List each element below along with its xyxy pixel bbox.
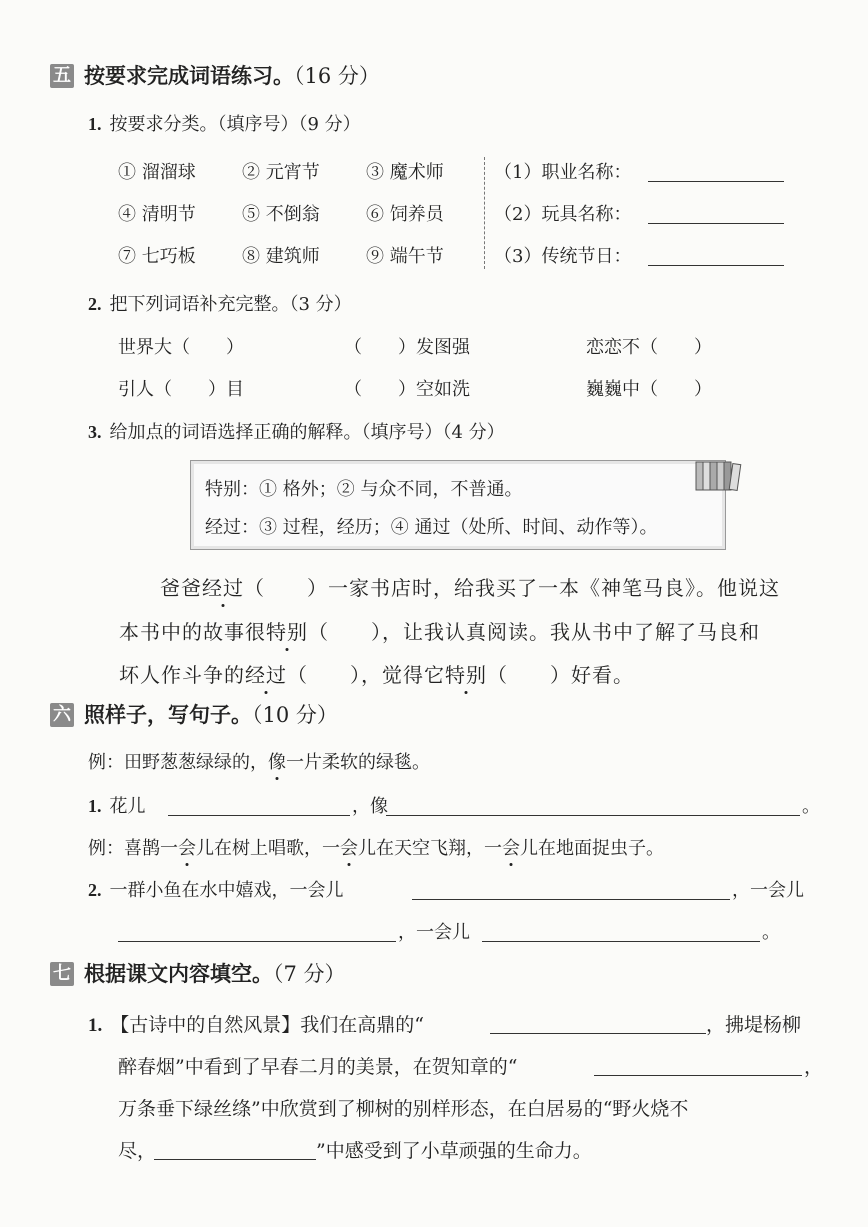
section-six-number: 六 bbox=[50, 703, 74, 727]
answer-line[interactable] bbox=[648, 265, 784, 266]
dotted-word-yihuier: 一会儿 bbox=[322, 838, 376, 859]
question-number: 1. bbox=[88, 114, 102, 134]
word-item: ⑨ 端午节 bbox=[366, 246, 444, 267]
definition-box bbox=[190, 460, 726, 550]
section-six-title bbox=[84, 699, 338, 729]
passage-line-1 bbox=[160, 572, 780, 601]
question-text: 醉春烟”中看到了早春二月的美景，在贺知章的“ bbox=[118, 1056, 518, 1078]
question-text: 。 bbox=[762, 922, 780, 943]
dotted-word-yihuier: 一会儿 bbox=[484, 838, 538, 859]
question-number: 1. bbox=[88, 1015, 103, 1036]
section-six-title-text: 照样子，写句子。 bbox=[84, 703, 252, 727]
passage-text: （ ），让我认真阅读。我从书中了解了马良和 bbox=[308, 620, 760, 644]
dotted-word-jingguo: 经过 bbox=[245, 663, 287, 687]
question-number: 2. bbox=[88, 294, 102, 314]
dotted-word-xiang: 像 bbox=[268, 752, 286, 773]
dotted-word-tebie: 特别 bbox=[266, 620, 308, 644]
answer-line[interactable] bbox=[648, 181, 784, 182]
section-five-title bbox=[84, 60, 380, 90]
example-text: 在树上唱歌， bbox=[214, 838, 322, 859]
example-text: 在天空飞翔， bbox=[376, 838, 484, 859]
dotted-word-tebie: 特别 bbox=[445, 663, 487, 687]
column-divider bbox=[484, 157, 485, 269]
word-item: ④ 清明节 bbox=[118, 204, 196, 225]
answer-line[interactable] bbox=[118, 941, 396, 942]
question-text: 按要求分类。（填序号）（9 分） bbox=[109, 114, 361, 135]
idiom-blank[interactable]: 世界大（ ） bbox=[118, 337, 244, 358]
word-item: ⑧ 建筑师 bbox=[242, 246, 320, 267]
section-five-score: （16 分） bbox=[294, 64, 380, 88]
question-text: ”中感受到了小草顽强的生命力。 bbox=[316, 1140, 592, 1162]
category-label: （2）玩具名称： bbox=[494, 204, 632, 225]
passage-line-2 bbox=[119, 616, 760, 645]
example-2 bbox=[88, 834, 664, 860]
passage-line-3 bbox=[119, 659, 634, 688]
section-seven-score: （7 分） bbox=[273, 962, 346, 986]
idiom-blank[interactable]: 恋恋不（ ） bbox=[586, 337, 712, 358]
word-item: ⑤ 不倒翁 bbox=[242, 204, 320, 225]
question-number: 3. bbox=[88, 422, 102, 442]
category-label: （1）职业名称： bbox=[494, 162, 632, 183]
question-number: 1. bbox=[88, 796, 102, 816]
word-item: ② 元宵节 bbox=[242, 162, 320, 183]
question-text: 。 bbox=[802, 796, 820, 817]
dotted-word-yihuier: 一会儿 bbox=[160, 838, 214, 859]
question-text: 万条垂下绿丝绦”中欣赏到了柳树的别样形态，在白居易的“野火烧不 bbox=[118, 1098, 689, 1120]
example-1 bbox=[88, 748, 430, 774]
definition-special: 特别：① 格外；② 与众不同，不普通。 bbox=[205, 479, 523, 500]
section-seven-title-text: 根据课文内容填空。 bbox=[84, 962, 273, 986]
answer-line[interactable] bbox=[154, 1159, 316, 1160]
section-seven-title bbox=[84, 958, 346, 988]
idiom-blank[interactable]: （ ）发图强 bbox=[344, 337, 470, 358]
passage-text: 本书中的故事很 bbox=[119, 620, 266, 644]
answer-line[interactable] bbox=[168, 815, 350, 816]
question-5-1 bbox=[88, 110, 361, 136]
passage-text: 坏人作斗争的 bbox=[119, 663, 245, 687]
passage-text: （ ），觉得它 bbox=[287, 663, 445, 687]
passage-text: （ ）好看。 bbox=[487, 663, 634, 687]
section-five-title-text: 按要求完成词语练习。 bbox=[84, 64, 294, 88]
idiom-blank[interactable]: （ ）空如洗 bbox=[344, 379, 470, 400]
word-item: ⑥ 饲养员 bbox=[366, 204, 444, 225]
question-7-1 bbox=[88, 1010, 424, 1037]
answer-line[interactable] bbox=[386, 815, 800, 816]
word-item: ① 溜溜球 bbox=[118, 162, 196, 183]
answer-line[interactable] bbox=[490, 1033, 706, 1034]
idiom-blank[interactable]: 巍巍中（ ） bbox=[586, 379, 712, 400]
question-5-3 bbox=[88, 418, 505, 444]
category-label: （3）传统节日： bbox=[494, 246, 632, 267]
question-text: ，一会儿 bbox=[732, 880, 804, 901]
example-text: 例：喜鹊 bbox=[88, 838, 160, 859]
question-text: ，一会儿 bbox=[398, 922, 470, 943]
passage-text: （ ）一家书店时，给我买了一本《神笔马良》。他说这 bbox=[244, 576, 780, 600]
question-6-2 bbox=[88, 876, 344, 902]
question-5-2 bbox=[88, 290, 352, 316]
section-six-score: （10 分） bbox=[252, 703, 338, 727]
idiom-blank[interactable]: 引人（ ）目 bbox=[118, 379, 244, 400]
question-text: 尽， bbox=[118, 1140, 157, 1162]
section-seven-number: 七 bbox=[50, 962, 74, 986]
definition-pass: 经过：③ 过程，经历；④ 通过（处所、时间、动作等）。 bbox=[205, 517, 658, 538]
passage-text: 爸爸 bbox=[160, 576, 202, 600]
question-text: 把下列词语补充完整。（3 分） bbox=[109, 294, 352, 315]
question-text: ， bbox=[804, 1056, 824, 1078]
example-text: 在地面捉虫子。 bbox=[538, 838, 664, 859]
section-five-number: 五 bbox=[50, 64, 74, 88]
question-6-1 bbox=[88, 792, 146, 818]
question-text: 【古诗中的自然风景】我们在高鼎的“ bbox=[110, 1014, 424, 1036]
question-text: 一群小鱼在水中嬉戏，一会儿 bbox=[109, 880, 344, 901]
answer-line[interactable] bbox=[412, 899, 730, 900]
question-text: 花儿 bbox=[109, 796, 146, 817]
example-text: 例：田野葱葱绿绿的， bbox=[88, 752, 268, 773]
question-text: 给加点的词语选择正确的解释。（填序号）（4 分） bbox=[109, 422, 505, 443]
example-text: 一片柔软的绿毯。 bbox=[286, 752, 430, 773]
answer-line[interactable] bbox=[594, 1075, 802, 1076]
question-text: ，拂堤杨柳 bbox=[706, 1014, 802, 1036]
question-number: 2. bbox=[88, 880, 102, 900]
answer-line[interactable] bbox=[482, 941, 760, 942]
question-text: ，像 bbox=[352, 796, 388, 817]
word-item: ③ 魔术师 bbox=[366, 162, 444, 183]
books-icon bbox=[694, 458, 742, 492]
answer-line[interactable] bbox=[648, 223, 784, 224]
word-item: ⑦ 七巧板 bbox=[118, 246, 196, 267]
dotted-word-jingguo: 经过 bbox=[202, 576, 244, 600]
